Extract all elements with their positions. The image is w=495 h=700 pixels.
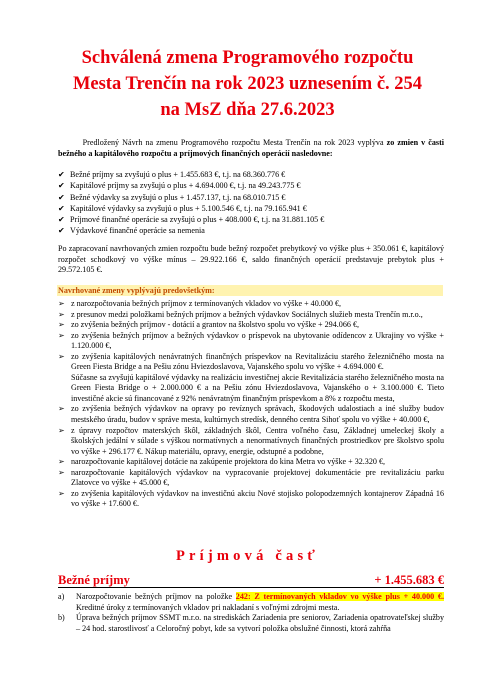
checklist-text: Kapitálové príjmy sa zvyšujú o plus + 4.694.000 €, t.j. na 49.243.775 € <box>70 181 301 191</box>
item-text: Narozpočtovanie bežných príjmov na položke <box>76 592 236 601</box>
list-item <box>58 404 444 425</box>
arrow-icon: ➢ <box>58 351 65 361</box>
list-item <box>58 299 444 310</box>
checklist-item <box>58 180 324 191</box>
item-text: Úprava bežných príjmov SSMT m.r.o. na strediskách Zariadenia pre seniorov, Zariadenia opatrovateľskej služby – 24 hod. starostlivosť a Celoročný pobyt, kde sa vytvorí položka obslužné činnosti, ktorá zahŕňa <box>76 613 444 633</box>
checklist-item <box>58 225 324 236</box>
list-item-text: z narozpočtovania bežných príjmov z termínovaných vkladov vo výške + 40.000 €, <box>71 299 342 308</box>
checklist-text: Bežné príjmy sa zvyšujú o plus + 1.455.683 €, t.j. na 68.360.776 € <box>70 170 286 179</box>
intro-text: Predložený Návrh na zmenu Programového rozpočtu Mesta Trenčín na rok 2023 vyplýva <box>82 138 387 147</box>
list-item-text: zo zvýšenia bežných výdavkov na opravy po revíznych správach, škodových udalostiach a iné služby budov mestského úradu, budov v správe mesta, kultúrnych stredísk, denného centra Sihoť spolu vo výške + 40.000 €, <box>71 404 444 425</box>
list-item <box>58 468 444 489</box>
list-item <box>58 310 444 321</box>
list-item-text: narozpočtovanie kapitálovej dotácie na zakúpenie projektora do kina Metra vo výške + 32.320 €, <box>71 457 386 467</box>
arrow-icon: ➢ <box>58 467 65 477</box>
income-items <box>58 592 444 634</box>
highlight-heading: Navrhované zmeny vyplývajú predovšetkým: <box>58 286 215 295</box>
checklist-text: Príjmové finančné operácie sa zvyšujú o plus + 408.000 €, t.j. na 31.881.105 € <box>70 215 325 225</box>
check-icon: ✔ <box>58 170 65 179</box>
document-title <box>40 45 455 123</box>
checklist-text: Bežné výdavky sa zvyšujú o plus + 1.457.137, t.j. na 68.010.715 € <box>70 192 286 202</box>
list-item-text: zo zvýšenia bežných príjmov - dotácií a grantov na školstvo spolu vo výške + 294.066 €, <box>71 320 360 330</box>
arrow-icon: ➢ <box>58 488 65 498</box>
subsection-label: Bežné príjmy <box>58 573 130 587</box>
list-item-text: zo zvýšenia bežných príjmov a bežných výdavkov o príspevok na ubytovanie odídencov z Ukrajiny vo výške + 1.120.000 €, <box>71 330 444 351</box>
checklist-item <box>58 214 324 225</box>
summary-paragraph: Po zapracovaní navrhovaných zmien rozpočtu bude bežný rozpočet prebytkový vo výške plus + 350.061 €, kapitálový rozpočet schodkový vo výške mínus – 29.922.166 €, saldo finančných operácií predstavuje prebytok plus + 29.572.105 €. <box>58 244 444 275</box>
check-icon: ✔ <box>58 192 65 202</box>
arrow-icon: ➢ <box>58 425 65 435</box>
check-icon: ✔ <box>58 203 65 213</box>
checklist-text: Výdavkové finančné operácie sa nemenia <box>70 226 205 236</box>
checklist-item <box>58 169 324 180</box>
item-marker: a) <box>58 592 65 601</box>
arrow-icon: ➢ <box>58 404 65 414</box>
checklist-item <box>58 192 324 203</box>
checklist-text: Kapitálové výdavky sa zvyšujú o plus + 5.100.546 €, t.j. na 79.165.941 € <box>70 203 307 213</box>
list-item-text: zo zvýšenia kapitálových nenávratných finančných príspevkov na Revitalizáciu starého železničného mosta na Green Fiesta Bridge a na Pešiu zónu Hviezdoslavova, Vajanského spolu vo výške + 4.694.000 €. <box>71 351 444 372</box>
title-line-1: Schválená zmena Programového rozpočtu <box>81 48 414 68</box>
list-item-text: narozpočtovanie kapitálových výdavkov na vypracovanie projektovej dokumentácie pre revitalizáciu parku Zlatovce vo výške + 45.000 €, <box>71 467 444 488</box>
list-item-text: z úpravy rozpočtov materských škôl, základných škôl, Centra voľného času, Základnej umeleckej školy a školských jedální v súlade s výškou normatívnych a nenormatívnych finančných prostriedkov pre školstvo spolu vo výške + 296.177 €. Nákup materiálu, opravy, energie, odstupné a podobne, <box>71 425 444 456</box>
subsection-heading <box>58 573 444 588</box>
list-item <box>58 457 444 468</box>
item-highlight: 242: Z termínovaných vkladov vo výške plus + 40.000 €. <box>235 592 444 601</box>
list-item-text: zo zvýšenia kapitálových výdavkov na investičnú akciu Nové stojisko polopodzemných kontajnerov Západná 16 vo výške + 17.600 €. <box>71 488 444 509</box>
arrow-icon: ➢ <box>58 320 65 330</box>
list-item-text: z presunov medzi položkami bežných príjmov a bežných výdavkov Sociálnych služieb mesta Trenčín m.r.o., <box>71 309 423 319</box>
list-item <box>58 331 444 352</box>
item-marker: b) <box>58 613 65 623</box>
list-item <box>58 352 444 373</box>
checklist-item <box>58 203 324 214</box>
intro-bold: zo zmien v časti bežného a kapitálového rozpočtu a príjmových finančných operácií nasledovne: <box>58 138 445 158</box>
arrow-icon: ➢ <box>58 457 65 467</box>
item-text-post: Kreditné úroky z termínovaných vkladov pri nakladaní s voľnými zdrojmi mesta. <box>76 602 340 612</box>
title-line-2: Mesta Trenčín na rok 2023 uznesením č. 254 <box>72 74 423 94</box>
intro-paragraph <box>58 138 444 159</box>
arrow-icon: ➢ <box>58 309 65 319</box>
section-title: Príjmová časť <box>175 548 320 564</box>
list-item-continuation: Súčasne sa zvyšujú kapitálové výdavky na realizáciu investičnej akcie Revitalizácia starého železničného mosta na Green Fiesta Bridge o + 2.000.000 € a na Pešiu zónu Hviezdoslavova, Vajanského o + 3.100.000 €. Tieto investičné akcie sú financované z 92% nenávratným finančným príspevkom a 8% z rozpočtu mesta, <box>71 372 444 403</box>
changes-list <box>58 299 444 510</box>
list-item <box>58 320 444 331</box>
list-item <box>58 489 444 510</box>
arrow-icon: ➢ <box>58 299 65 308</box>
check-icon: ✔ <box>58 215 65 225</box>
list-item <box>58 426 444 458</box>
change-checklist <box>58 169 324 237</box>
check-icon: ✔ <box>58 181 65 191</box>
check-icon: ✔ <box>58 226 65 236</box>
subsection-amount: + 1.455.683 € <box>374 573 444 587</box>
arrow-icon: ➢ <box>58 330 65 340</box>
title-line-3: na MsZ dňa 27.6.2023 <box>160 100 335 120</box>
income-item <box>58 613 444 634</box>
income-item <box>58 592 444 613</box>
